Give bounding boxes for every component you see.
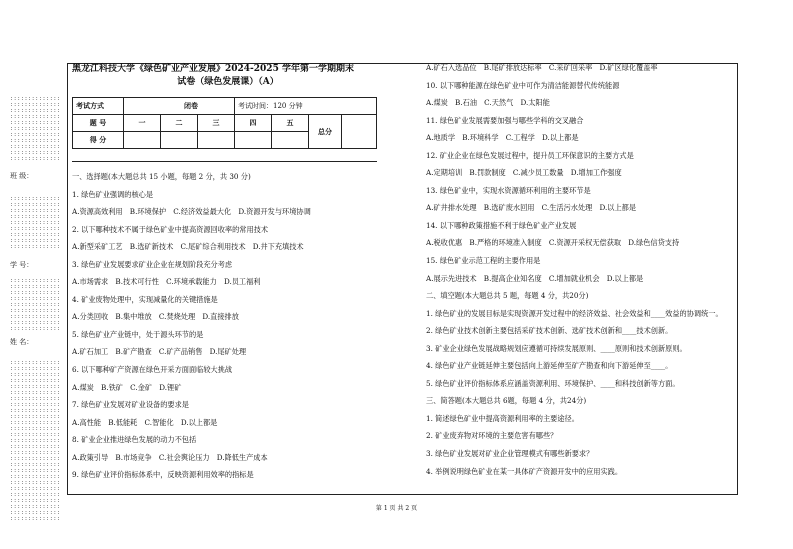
question-line: 5. 绿色矿业评价指标体系应涵盖资源利用、环境保护、____和科技创新等方面。 xyxy=(426,378,680,388)
question-line: 1. 简述绿色矿业中提高资源利用率的主要途径。 xyxy=(426,413,579,423)
binding-dots-middle: :::::::::::::: :::::::::::::: :::::::::::::: :::::::::::::: :::::::::::::: :::::::::::::: :::::::::::::: :::::::::::::: :::::::::::::: xyxy=(10,278,61,332)
question-line: 4. 矿业废物处理中，实现减量化的关键措施是 xyxy=(72,294,218,304)
binding-dots-bottom: :::::::::::::: :::::::::::::: :::::::::::::: :::::::::::::: :::::::::::::: :::::::::::::: :::::::::::::: :::::::::::::: :::::::::::::: :::::::::::::: :::::::::::::: :::::::::::::: :::::::::::::: :::::::::::::: :::::::::::::: :::::::::::::: :::::::::::::: :::::::::::::: :::::::::::::: :::::::::::::: :::::::::::::: :::::::::::::: :::::::::::::: :::::::::::::: :::::::::::::: :::::::::::::: :::::::::::::: xyxy=(10,360,61,522)
question-line: A.矿井排水处理 B.选矿废水回用 C.生活污水处理 D.以上都是 xyxy=(426,203,637,213)
page-number: 第 1 页 共 2 页 xyxy=(375,505,418,512)
question-line: A.税收优惠 B.严格的环境准入制度 C.资源开采权无偿获取 D.绿色信贷支持 xyxy=(426,238,680,248)
section-1-score[interactable] xyxy=(124,132,161,149)
section-1-header: 一 xyxy=(124,115,161,132)
question-line: 3. 绿色矿业发展要求矿业企业在规划阶段充分考虑 xyxy=(72,259,233,269)
total-score-label: 总分 xyxy=(309,115,342,149)
exam-title xyxy=(72,63,384,89)
section-4-header: 四 xyxy=(235,115,272,132)
exam-mode-label: 考试方式 xyxy=(73,98,124,115)
question-line: 15. 绿色矿业示范工程的主要作用是 xyxy=(426,256,541,266)
question-line: 2. 矿业废弃物对环境的主要危害有哪些？ xyxy=(426,431,558,441)
header-divider xyxy=(72,161,377,162)
section-3-header: 三 xyxy=(198,115,235,132)
question-line: 14. 以下哪种政策措施不利于绿色矿业产业发展 xyxy=(426,220,577,230)
question-line: 1. 绿色矿业强调的核心是 xyxy=(72,189,154,199)
question-line: 4. 绿色矿业产业链延伸主要包括向上游延伸至矿产勘查和向下游延伸至____。 xyxy=(426,361,673,371)
section-3-score[interactable] xyxy=(198,132,235,149)
question-line: 6. 以下哪种矿产资源在绿色开采方面面临较大挑战 xyxy=(72,365,233,375)
right-question-column xyxy=(426,59,731,480)
name-label: 姓 名： xyxy=(10,338,34,346)
question-line: 9. 绿色矿业评价指标体系中，反映资源利用效率的指标是 xyxy=(72,470,254,480)
score-table xyxy=(72,97,377,149)
left-question-column xyxy=(72,168,377,484)
question-line: 一、选择题(本大题总共 15 小题，每题 2 分，共 30 分) xyxy=(72,172,251,181)
question-line: 12. 矿业企业在绿色发展过程中，提升员工环保意识的主要方式是 xyxy=(426,150,634,160)
question-line: 3. 矿业企业绿色发展战略规划应遵循可持续发展原则、____原则和技术创新原则。 xyxy=(426,343,687,353)
section-4-score[interactable] xyxy=(235,132,272,149)
binding-dots-upper: :::::::::::::: :::::::::::::: :::::::::::::: :::::::::::::: :::::::::::::: :::::::::::::: :::::::::::::: :::::::::::::: :::::::::::::: xyxy=(10,196,61,250)
score-row-label: 得 分 xyxy=(73,132,124,149)
question-line: 10. 以下哪种能源在绿色矿业中可作为清洁能源替代传统能源 xyxy=(426,80,620,90)
question-line: A.定期培训 B.罚款制度 C.减少员工数量 D.增加工作强度 xyxy=(426,168,622,178)
question-line: A.展示先进技术 B.提高企业知名度 C.增加就业机会 D.以上都是 xyxy=(426,273,644,283)
question-line: 二、填空题(本大题总共 5 题，每题 4 分，共20分) xyxy=(426,291,589,301)
question-line: A.新型采矿工艺 B.选矿新技术 C.尾矿综合利用技术 D.井下充填技术 xyxy=(72,242,304,252)
question-line: 3. 绿色矿业发展对矿业企业管理模式有哪些新要求？ xyxy=(426,449,594,459)
question-line: 7. 绿色矿业发展对矿业设备的要求是 xyxy=(72,400,189,410)
question-line: 4. 举例说明绿色矿业在某一具体矿产资源开发中的应用实践。 xyxy=(426,466,623,476)
question-line: A.矿石入选品位 B.尾矿排放达标率 C.采矿回采率 D.矿区绿化覆盖率 xyxy=(426,63,658,72)
section-5-score[interactable] xyxy=(272,132,309,149)
binding-dots-top: :::::::::::::: :::::::::::::: :::::::::::::: :::::::::::::: :::::::::::::: :::::::::::::: :::::::::::::: :::::::::::::: :::::::::::::: :::::::::::::: :::::::::::::: xyxy=(10,96,61,162)
question-line: A.煤炭 B.铁矿 C.金矿 D.锂矿 xyxy=(72,382,182,392)
exam-mode-value: 闭卷 xyxy=(124,98,235,115)
question-line: A.煤炭 B.石油 C.天然气 D.太阳能 xyxy=(426,98,550,108)
question-line: A.市场需求 B.技术可行性 C.环境承载能力 D.员工福利 xyxy=(72,277,261,287)
class-label: 班 级： xyxy=(10,172,34,180)
question-line: 8. 矿业企业推进绿色发展的动力不包括 xyxy=(72,435,197,445)
total-score-cell[interactable] xyxy=(342,115,377,149)
question-line: 11. 绿色矿业发展需要加强与哪些学科的交叉融合 xyxy=(426,115,584,125)
question-line: 5. 绿色矿业产业链中，处于源头环节的是 xyxy=(72,329,204,339)
question-number-label: 题 号 xyxy=(73,115,124,132)
section-5-header: 五 xyxy=(272,115,309,132)
question-line: A.政策引导 B.市场竞争 C.社会舆论压力 D.降低生产成本 xyxy=(72,452,268,462)
question-line: 三、简答题(本大题总共 6题，每题 4 分，共24分) xyxy=(426,396,587,406)
exam-time: 考试时间：120 分钟 xyxy=(235,98,377,115)
title-line-1: 黑龙江科技大学《绿色矿业产业发展》2024-2025 学年第一学期期末 xyxy=(72,64,354,74)
section-2-header: 二 xyxy=(161,115,198,132)
question-line: 2. 以下哪种技术不属于绿色矿业中提高资源回收率的常用技术 xyxy=(72,224,269,234)
question-line: A.矿石加工 B.矿产勘查 C.矿产品销售 D.尾矿处理 xyxy=(72,347,247,357)
student-id-label: 学 号： xyxy=(10,261,34,269)
question-line: 13. 绿色矿业中，实现水资源循环利用的主要环节是 xyxy=(426,185,591,195)
question-line: A.资源高效利用 B.环境保护 C.经济效益最大化 D.资源开发与环境协调 xyxy=(72,207,311,217)
question-line: 2. 绿色矿业技术创新主要包括采矿技术创新、选矿技术创新和____技术创新。 xyxy=(426,326,673,336)
question-line: A.高性能 B.低能耗 C.智能化 D.以上都是 xyxy=(72,417,218,427)
question-line: 1. 绿色矿业的发展目标是实现资源开发过程中的经济效益、社会效益和____效益的协调统一。 xyxy=(426,308,723,318)
question-line: A.地质学 B.环境科学 C.工程学 D.以上都是 xyxy=(426,133,579,143)
question-line: A.分类回收 B.集中堆放 C.焚烧处理 D.直接排放 xyxy=(72,312,239,322)
title-line-2: 试卷（绿色发展课）（A） xyxy=(177,77,279,87)
section-2-score[interactable] xyxy=(161,132,198,149)
